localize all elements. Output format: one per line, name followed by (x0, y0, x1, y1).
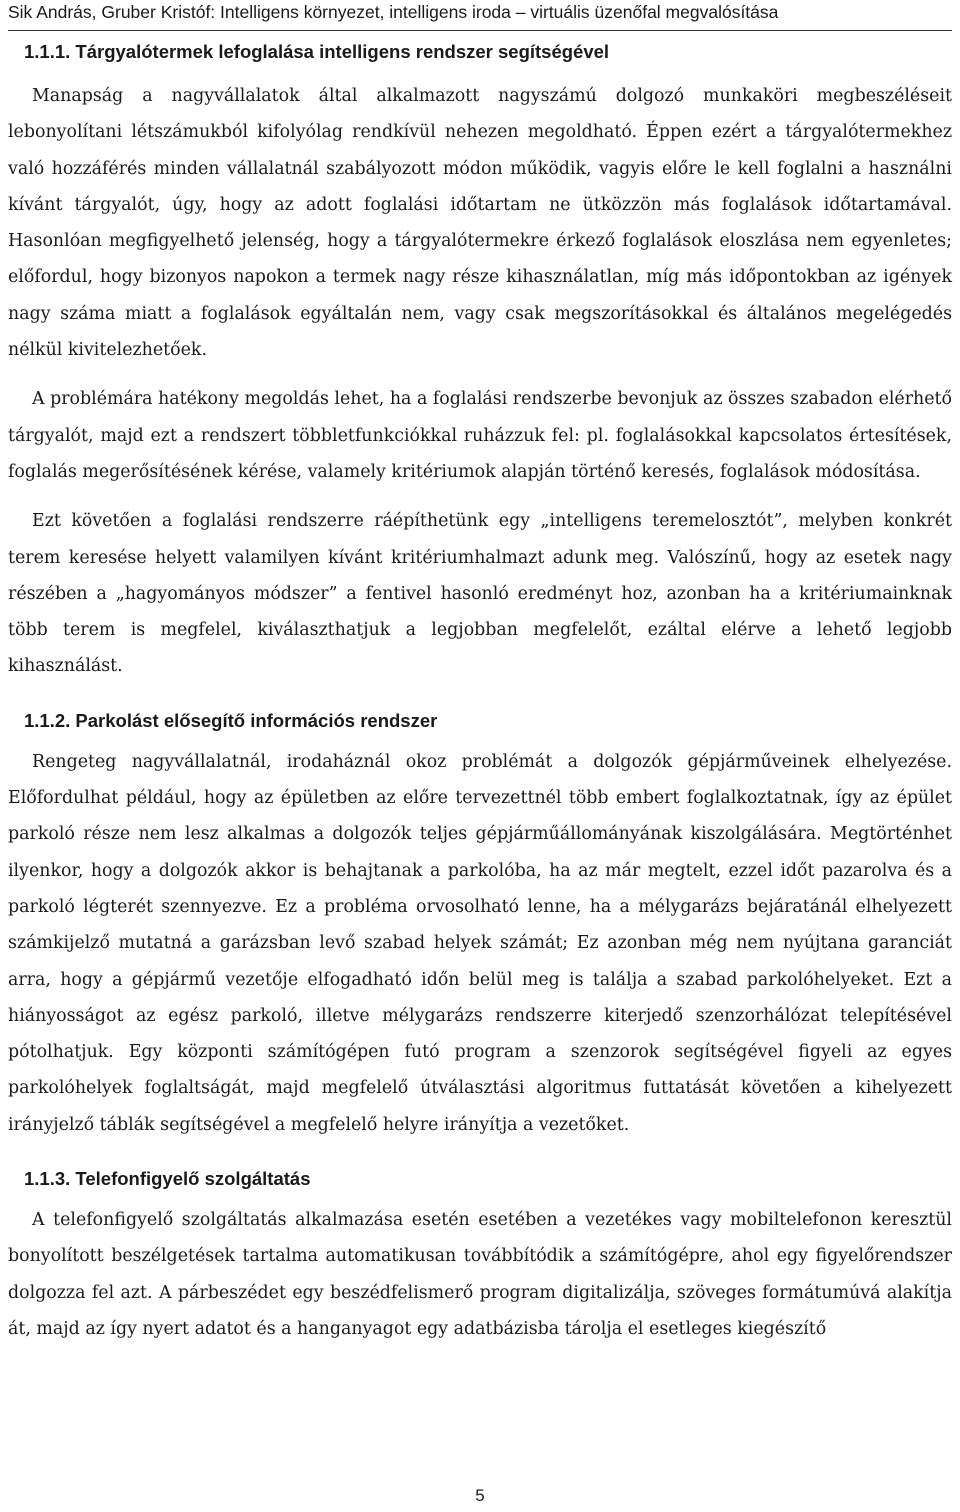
page-number: 5 (475, 1486, 485, 1505)
section-heading: 1.1.3. Telefonfigyelő szolgáltatás (24, 1168, 311, 1190)
running-header-title: Sik András, Gruber Kristóf: Intelligens környezet, intelligens iroda – virtuális üzenőfal megvalósítása (8, 2, 779, 22)
body-paragraph: A telefonfigyelő szolgáltatás alkalmazása esetén esetében a vezetékes vagy mobiltelefonon keresztül bonyolított beszélgetések tartalma automatikusan továbbítódik a számítógépre, ahol egy figyelőrendszer dolgozza fel azt. A párbeszédet egy beszédfelismerő program digitalizálja, szöveges formátumúvá alakítja át, majd az így nyert adatot és a hanganyagot egy adatbázisba tárolja el esetleges kiegészítő (8, 1210, 952, 1339)
page-content (8, 38, 952, 1347)
body-paragraph: Ezt követően a foglalási rendszerre ráépíthetünk egy „intelligens teremelosztót”, melyben konkrét terem keresése helyett valamilyen kívánt kritériumhalmazt adunk meg. Valószínű, hogy az esetek nagy részében a „hagyományos módszer” a fentivel hasonló eredményt hoz, azonban ha a kritériumainknak több terem is megfelel, kiválaszthatjuk a legjobban megfelelőt, ezáltal elérve a lehető legjobb kihasználást. (8, 511, 952, 677)
section-heading: 1.1.1. Tárgyalótermek lefoglalása intelligens rendszer segítségével (24, 41, 610, 62)
running-header (8, 0, 952, 31)
body-paragraph: Rengeteg nagyvállalatnál, irodaháznál okoz problémát a dolgozók gépjárműveinek elhelyezése. Előfordulhat például, hogy az épületben az előre tervezettnél több embert foglalkoztatnak, így az épület parkoló része nem lesz alkalmas a dolgozók teljes gépjárműállományának kiszolgálására. Megtörténhet ilyenkor, hogy a dolgozók akkor is behajtanak a parkolóba, ha az már megtelt, ezzel időt pazarolva és a parkoló légterét szennyezve. Ez a probléma orvosolható lenne, ha a mélygarázs bejáratánál elhelyezett számkijelző mutatná a garázsban levő szabad helyek számát; Ez azonban még nem nyújtana garanciát arra, hogy a gépjármű vezetője elfogadható időn belül meg is találja a szabad parkolóhelyeket. Ezt a hiányosságot az egész parkoló, illetve mélygarázs rendszerre kiterjedő szenzorhálózat telepítésével pótolhatjuk. Egy központi számítógépen futó program a szenzorok segítségével figyeli az egyes parkolóhelyek foglaltságát, majd megfelelő útválasztási algoritmus futtatását követően a kihelyezett irányjelző táblák segítségével a megfelelő helyre irányítja a vezetőket. (8, 751, 952, 1135)
section-heading: 1.1.2. Parkolást elősegítő információs rendszer (24, 709, 438, 731)
body-paragraph: Manapság a nagyvállalatok által alkalmazott nagyszámú dolgozó munkaköri megbeszéléseit lebonyolítani létszámukból kifolyólag rendkívül nehezen megoldható. Éppen ezért a tárgyalótermekhez való hozzáférés minden vállalatnál szabályozott módon működik, vagyis előre le kell foglalni a használni kívánt tárgyalót, úgy, hogy az adott foglalási időtartam ne ütközzön más foglalások időtartamával. Hasonlóan megfigyelhető jelenség, hogy a tárgyalótermekre érkező foglalások eloszlása nem egyenletes; előfordul, hogy bizonyos napokon a termek nagy része kihasználatlan, míg más időpontokban az igények nagy száma miatt a foglalások egyáltalán nem, vagy csak megszorításokkal és általános megelégedés nélkül kivitelezhetőek. (8, 86, 952, 361)
body-paragraph: A problémára hatékony megoldás lehet, ha a foglalási rendszerbe bevonjuk az összes szabadon elérhető tárgyalót, majd ezt a rendszert többletfunkciókkal ruházzuk fel: pl. foglalásokkal kapcsolatos értesítések, foglalás megerősítésének kérése, valamely kritériumok alapján történő keresés, foglalások módosítása. (8, 389, 952, 482)
